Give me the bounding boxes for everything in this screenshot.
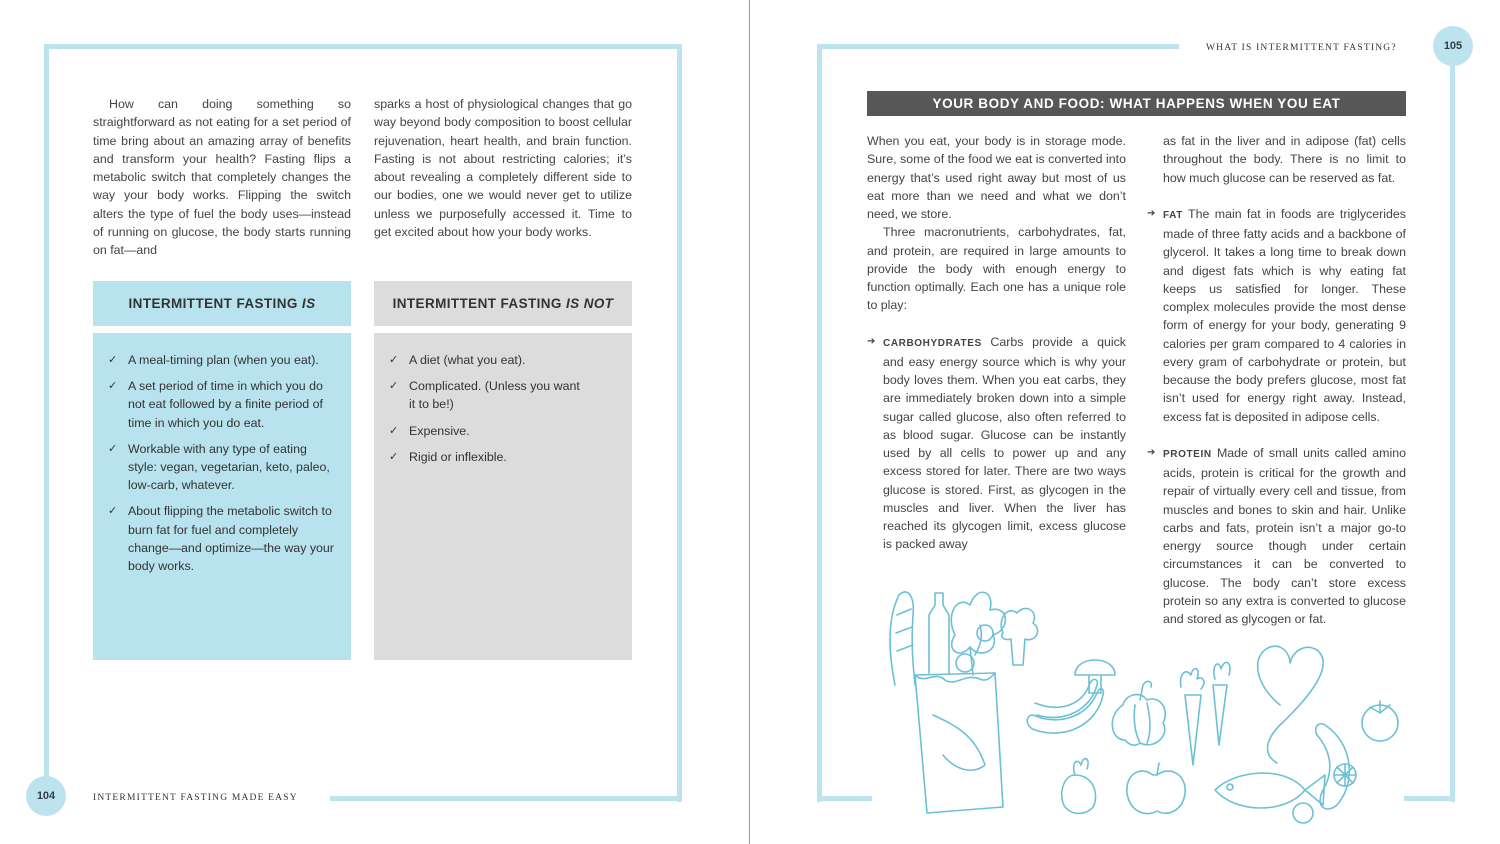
section-banner: YOUR BODY AND FOOD: WHAT HAPPENS WHEN YOU EAT bbox=[867, 91, 1406, 116]
arrow-icon: ➔ bbox=[1147, 446, 1156, 458]
frame-top-line bbox=[817, 44, 1179, 49]
list-item: ✓ A set period of time in which you do not eat followed by a finite period of time in which you do eat. bbox=[108, 379, 323, 430]
running-footer: INTERMITTENT FASTING MADE EASY bbox=[93, 793, 298, 803]
left-page bbox=[0, 0, 749, 844]
fat-term: FAT bbox=[1163, 209, 1183, 221]
list-item: ✓ Complicated. (Unless you want it to be!) bbox=[389, 379, 580, 412]
check-icon: ✓ bbox=[108, 380, 118, 393]
check-icon: ✓ bbox=[108, 354, 118, 366]
fat-item: ➔ FAT The main fat in foods are triglycerides made of three fatty acids and a backbone of glycerol. It takes a long time to break down and digest fats which is why eating fat keeps us satisfied for longer. These complex molecules provide the most dense form of energy for your body, generating 9 calories per gram compared to 4 calories in every gram of carbohydrate or protein, but because the body prefers glucose, most fat isn’t used for energy right away. Instead, excess fat is deposited in adipose cells. bbox=[1147, 206, 1410, 424]
check-icon: ✓ bbox=[389, 424, 399, 437]
page-number: 104 bbox=[26, 776, 66, 816]
carbohydrates-continued: as fat in the liver and in adipose (fat) cells throughout the body. There is no limit to how much glucose can be reserved as fat. bbox=[1163, 134, 1406, 185]
protein-item: ➔ PROTEIN Made of small units called amino acids, protein is critical for the growth and repair of virtually every cell and tissue, from muscles and bones to skin and hair. Unlike carbs and fats, protein isn’t a major go-to energy source though under certain circumstances it can be converted to glucose. The body can’t store excess protein so any extra is converted to glucose and stored as glycogen or fat. bbox=[1147, 445, 1410, 626]
body-column-2 bbox=[1147, 132, 1410, 628]
check-icon: ✓ bbox=[108, 442, 118, 455]
arrow-icon: ➔ bbox=[1147, 207, 1156, 219]
body-column-1 bbox=[867, 132, 1130, 554]
groceries-line-art bbox=[885, 575, 1410, 825]
running-header: WHAT IS INTERMITTENT FASTING? bbox=[1206, 43, 1397, 53]
frame-bottom-line bbox=[330, 796, 682, 801]
arrow-icon: ➔ bbox=[867, 335, 876, 347]
protein-term: PROTEIN bbox=[1163, 448, 1212, 460]
is-box bbox=[93, 333, 351, 660]
check-icon: ✓ bbox=[389, 354, 399, 366]
is-list bbox=[108, 351, 338, 583]
carbohydrates-item: ➔ CARBOHYDRATES Carbs provide a quick and easy energy source which is why your body loves them. When you eat carbs, they are immediately broken down into a simple sugar called glucose, also often referred to as blood sugar. Glucose can be instantly used by all cells to power up and any excess stored for later. There are two ways glucose is stored. First, as glycogen in the muscles and liver. When the liver has reached its glycogen limit, excess glucose is packed away bbox=[867, 334, 1130, 552]
frame-left-line bbox=[817, 44, 822, 802]
right-page bbox=[750, 0, 1500, 844]
page-number: 105 bbox=[1433, 26, 1473, 66]
list-item: ✓ Expensive. bbox=[389, 422, 589, 440]
isnot-box-header bbox=[374, 281, 632, 326]
frame-right-line bbox=[677, 44, 682, 802]
list-item: ✓ About flipping the metabolic switch to burn fat for fuel and completely change—and optimize—the way your body works. bbox=[108, 504, 334, 574]
intro-column-2 bbox=[374, 95, 632, 241]
list-item: ✓ A meal-timing plan (when you eat). bbox=[108, 351, 338, 369]
check-icon: ✓ bbox=[108, 505, 118, 518]
frame-left-line bbox=[44, 44, 49, 779]
isnot-list bbox=[389, 351, 589, 474]
list-item: ✓ A diet (what you eat). bbox=[389, 351, 589, 369]
is-box-header bbox=[93, 281, 351, 326]
list-item: ✓ Rigid or inflexible. bbox=[389, 448, 589, 466]
frame-bottom-line-right bbox=[1404, 796, 1455, 801]
isnot-box bbox=[374, 333, 632, 660]
list-item: ✓ Workable with any type of eating style: vegan, vegetarian, keto, paleo, low-carb, whatever. bbox=[108, 441, 330, 493]
frame-top-line bbox=[44, 44, 682, 49]
check-icon: ✓ bbox=[389, 380, 399, 393]
isnot-box-title-emphasis: IS NOT bbox=[566, 296, 614, 311]
carbohydrates-term: CARBOHYDRATES bbox=[883, 337, 982, 349]
is-box-title: INTERMITTENT FASTING bbox=[128, 296, 302, 311]
intro-paragraph-1: How can doing something so straightforward as not eating for a set period of time bring about an amazing array of benefits and transform your health? Fasting flips a metabolic switch that completely changes the way your body works. Flipping the switch alters the type of fuel the body uses—instead of running on glucose, the body starts running on fat—and bbox=[93, 97, 351, 257]
intro-column-1 bbox=[93, 95, 351, 259]
check-icon: ✓ bbox=[389, 450, 399, 463]
is-box-title-emphasis: IS bbox=[301, 296, 316, 311]
frame-bottom-line-left bbox=[817, 796, 872, 801]
frame-right-line bbox=[1450, 62, 1455, 802]
isnot-box-title: INTERMITTENT FASTING bbox=[392, 296, 566, 311]
intro-paragraph-2: Three macronutrients, carbohydrates, fat, and protein, are required in large amounts to provide the body with enough energy to function optimally. Each one has a unique role to play: bbox=[867, 225, 1126, 313]
intro-paragraph-2: sparks a host of physiological changes that go way beyond body composition to boost cellular rejuvenation, heart health, and brain function. Fasting is not about restricting calories; it’s about revealing a completely different side to our bodies, one we would never get to utilize unless we purposefully accessed it. Time to get excited about how your body works. bbox=[374, 97, 632, 239]
intro-paragraph-1: When you eat, your body is in storage mode. Sure, some of the food we eat is converted into energy that’s used right away but most of us eat more than we need and what we don’t need, we store. bbox=[867, 134, 1126, 221]
